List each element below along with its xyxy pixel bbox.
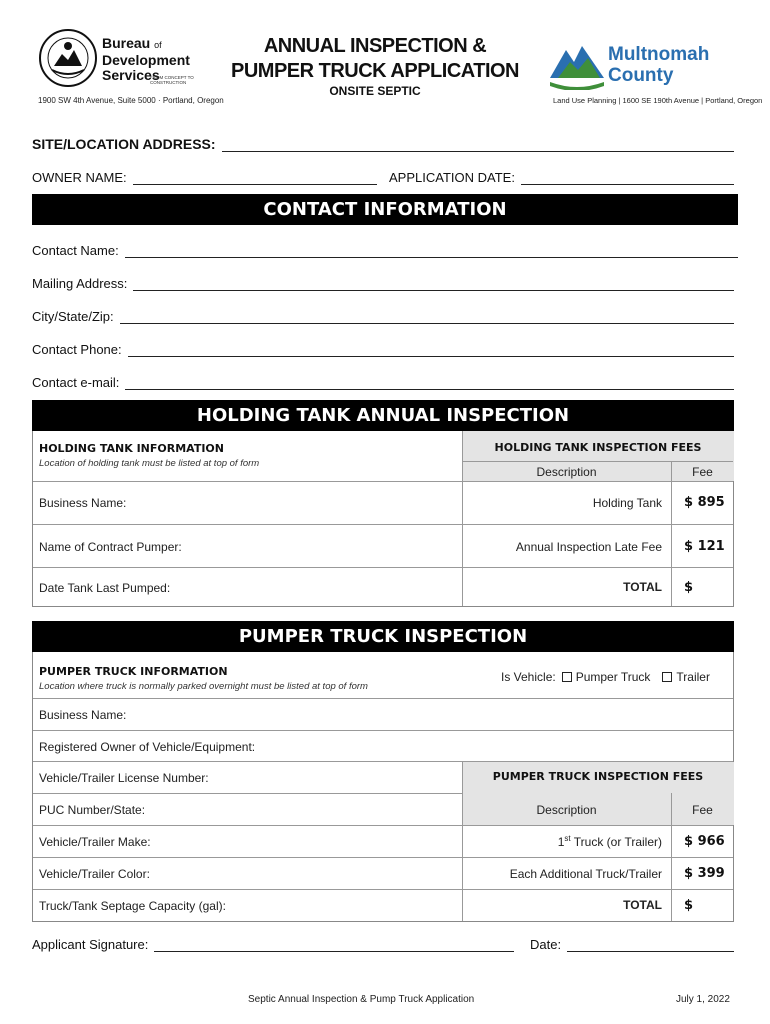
trailer-checkbox[interactable] xyxy=(662,672,672,682)
business-name-label: Business Name: xyxy=(39,496,127,510)
holding-tank-fee-description: Holding Tank xyxy=(592,496,662,510)
pumper-info-note: Location where truck is normally parked overnight must be listed at top of form xyxy=(39,681,368,692)
site-address-field[interactable] xyxy=(222,139,734,152)
contact-email-label: Contact e-mail: xyxy=(32,375,120,390)
pumper-fee-header: Fee xyxy=(692,803,713,817)
contact-email-row xyxy=(32,375,734,390)
bds-logo xyxy=(38,28,208,96)
date-last-pumped-label: Date Tank Last Pumped: xyxy=(39,581,171,595)
mountain-logo-icon xyxy=(548,40,606,90)
additional-truck-fee: $ 399 xyxy=(684,866,725,881)
puc-number-label: PUC Number/State: xyxy=(39,803,146,817)
application-date-field[interactable] xyxy=(521,172,734,185)
septage-capacity-label: Truck/Tank Septage Capacity (gal): xyxy=(39,899,226,913)
applicant-signature-field[interactable] xyxy=(154,939,514,952)
pumper-total-fee: $ xyxy=(684,898,694,913)
signature-date-label: Date: xyxy=(530,937,562,952)
mailing-address-label: Mailing Address: xyxy=(32,276,128,291)
holding-tank-table xyxy=(32,431,734,607)
signature-date-row xyxy=(530,937,734,952)
contact-email-field[interactable] xyxy=(125,377,734,390)
owner-name-row xyxy=(32,170,377,185)
vehicle-color-label: Vehicle/Trailer Color: xyxy=(39,867,150,881)
holding-total-fee: $ xyxy=(684,580,694,595)
bds-name: Bureau of Development Services xyxy=(102,35,190,83)
city-state-zip-row xyxy=(32,309,734,324)
holding-description-header: Description xyxy=(536,465,597,479)
owner-name-field[interactable] xyxy=(133,172,377,185)
trailer-option-label: Trailer xyxy=(676,670,710,684)
pumper-truck-option-label: Pumper Truck xyxy=(575,670,651,684)
pumper-truck-heading: PUMPER TRUCK INSPECTION xyxy=(32,621,734,652)
city-seal-icon xyxy=(38,28,98,88)
vehicle-make-label: Vehicle/Trailer Make: xyxy=(39,835,151,849)
holding-tank-fee: $ 895 xyxy=(684,495,725,510)
pumper-total-label: TOTAL xyxy=(623,898,662,912)
vehicle-type-label: Is Vehicle: xyxy=(501,670,556,684)
vehicle-type-group xyxy=(501,670,710,684)
pumper-truck-table xyxy=(32,652,734,922)
page-subtitle: ONSITE SEPTIC xyxy=(329,84,421,98)
late-fee: $ 121 xyxy=(684,539,725,554)
pumper-fees-title: PUMPER TRUCK INSPECTION FEES xyxy=(492,770,704,783)
county-address: Land Use Planning | 1600 SE 190th Avenue | Portland, Oregon xyxy=(553,96,763,105)
contact-phone-row xyxy=(32,342,734,357)
site-address-row xyxy=(32,136,734,152)
multnomah-county-logo xyxy=(548,38,728,94)
bds-address: 1900 SW 4th Avenue, Suite 5000 · Portland, Oregon xyxy=(38,96,224,105)
holding-total-label: TOTAL xyxy=(623,580,662,594)
applicant-signature-label: Applicant Signature: xyxy=(32,937,149,952)
contract-pumper-label: Name of Contract Pumper: xyxy=(39,540,182,554)
holding-info-title: HOLDING TANK INFORMATION xyxy=(39,442,224,455)
first-truck-fee: $ 966 xyxy=(684,834,725,849)
late-fee-description: Annual Inspection Late Fee xyxy=(515,540,662,554)
applicant-signature-row xyxy=(32,937,514,952)
application-date-row xyxy=(389,170,734,185)
contact-name-label: Contact Name: xyxy=(32,243,119,258)
pumper-info-title: PUMPER TRUCK INFORMATION xyxy=(39,665,228,678)
bds-tagline: FROM CONCEPT TO CONSTRUCTION xyxy=(150,75,194,85)
registered-owner-label: Registered Owner of Vehicle/Equipment: xyxy=(39,740,256,754)
contact-name-row xyxy=(32,243,738,258)
site-address-label: SITE/LOCATION ADDRESS: xyxy=(32,136,216,152)
pumper-truck-checkbox[interactable] xyxy=(562,672,572,682)
mailing-address-field[interactable] xyxy=(133,278,734,291)
contact-phone-label: Contact Phone: xyxy=(32,342,122,357)
signature-date-field[interactable] xyxy=(567,939,734,952)
contact-name-field[interactable] xyxy=(125,245,738,258)
city-state-zip-label: City/State/Zip: xyxy=(32,309,114,324)
first-truck-fee-description: 1st Truck (or Trailer) xyxy=(557,834,662,849)
holding-fees-title: HOLDING TANK INSPECTION FEES xyxy=(494,441,702,454)
city-state-zip-field[interactable] xyxy=(120,311,734,324)
pumper-description-header: Description xyxy=(536,803,597,817)
footer-form-name: Septic Annual Inspection & Pump Truck Application xyxy=(248,994,475,1005)
contact-information-heading: CONTACT INFORMATION xyxy=(32,194,738,225)
contact-phone-field[interactable] xyxy=(128,344,734,357)
county-name: Multnomah County xyxy=(608,44,710,86)
license-number-label: Vehicle/Trailer License Number: xyxy=(39,771,209,785)
mailing-address-row xyxy=(32,276,734,291)
holding-fee-header: Fee xyxy=(692,465,713,479)
owner-name-label: OWNER NAME: xyxy=(32,170,127,185)
footer-date: July 1, 2022 xyxy=(676,994,730,1005)
application-date-label: APPLICATION DATE: xyxy=(389,170,515,185)
additional-truck-fee-description: Each Additional Truck/Trailer xyxy=(509,867,662,881)
pumper-business-name-label: Business Name: xyxy=(39,708,127,722)
holding-info-note: Location of holding tank must be listed at top of form xyxy=(39,458,260,469)
page-title: ANNUAL INSPECTION & PUMPER TRUCK APPLICATION xyxy=(231,35,519,82)
holding-tank-heading: HOLDING TANK ANNUAL INSPECTION xyxy=(32,400,734,431)
